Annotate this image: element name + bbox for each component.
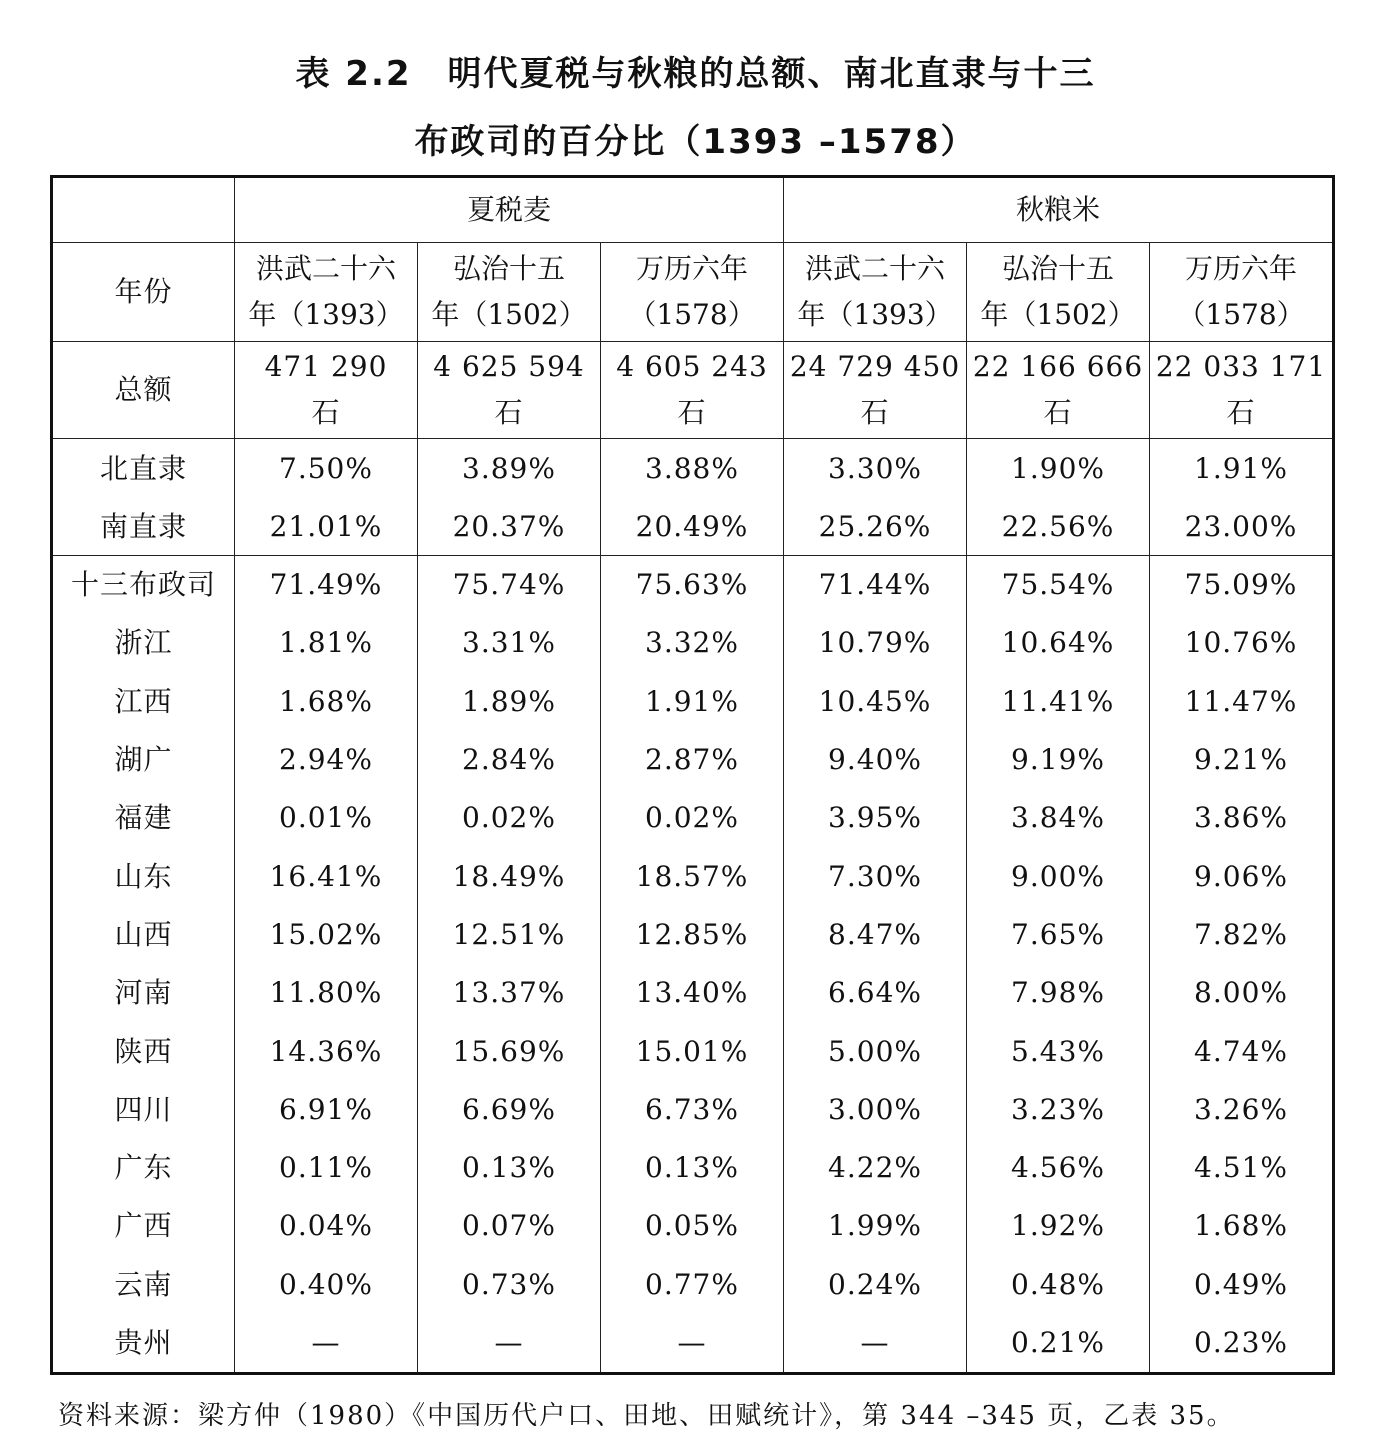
total-cell: 471 290 石 bbox=[235, 342, 418, 439]
value-cell: 3.88% bbox=[601, 439, 784, 500]
table-row bbox=[52, 1197, 1334, 1255]
value-cell: 4.56% bbox=[967, 1139, 1150, 1197]
table-row bbox=[52, 964, 1334, 1022]
value-cell: 71.49% bbox=[235, 556, 418, 615]
value-cell: 0.23% bbox=[1150, 1314, 1334, 1374]
value-cell: 3.95% bbox=[784, 789, 967, 847]
table-row bbox=[52, 1022, 1334, 1080]
table-row bbox=[52, 731, 1334, 789]
value-cell: 7.50% bbox=[235, 439, 418, 500]
summer-tax-header: 夏税麦 bbox=[235, 177, 784, 243]
value-cell: 6.91% bbox=[235, 1081, 418, 1139]
year-cell: 万历六年 （1578） bbox=[1150, 243, 1334, 342]
value-cell: 0.04% bbox=[235, 1197, 418, 1255]
value-cell: 15.69% bbox=[418, 1022, 601, 1080]
row-label: 浙江 bbox=[52, 614, 235, 672]
value-cell: 0.73% bbox=[418, 1256, 601, 1314]
row-label: 山东 bbox=[52, 847, 235, 905]
value-cell: 25.26% bbox=[784, 499, 967, 556]
value-cell: 9.00% bbox=[967, 847, 1150, 905]
row-label: 十三布政司 bbox=[52, 556, 235, 615]
value-cell: 3.86% bbox=[1150, 789, 1334, 847]
value-cell: 14.36% bbox=[235, 1022, 418, 1080]
value-cell: 3.89% bbox=[418, 439, 601, 500]
table-row bbox=[52, 673, 1334, 731]
table-row bbox=[52, 614, 1334, 672]
row-label: 湖广 bbox=[52, 731, 235, 789]
value-cell: 6.69% bbox=[418, 1081, 601, 1139]
value-cell: 3.31% bbox=[418, 614, 601, 672]
row-label: 陕西 bbox=[52, 1022, 235, 1080]
table-row bbox=[52, 847, 1334, 905]
total-cell: 4 605 243 石 bbox=[601, 342, 784, 439]
value-cell: 0.01% bbox=[235, 789, 418, 847]
table-title-line-1: 表 2.2 明代夏税与秋粮的总额、南北直隶与十三 bbox=[295, 54, 1096, 94]
value-cell: 6.73% bbox=[601, 1081, 784, 1139]
value-cell: 0.40% bbox=[235, 1256, 418, 1314]
value-cell: 21.01% bbox=[235, 499, 418, 556]
header-row-categories bbox=[52, 177, 1334, 243]
value-cell: 0.02% bbox=[601, 789, 784, 847]
value-cell: 0.48% bbox=[967, 1256, 1150, 1314]
row-label: 贵州 bbox=[52, 1314, 235, 1374]
value-cell: 4.74% bbox=[1150, 1022, 1334, 1080]
total-cell: 4 625 594 石 bbox=[418, 342, 601, 439]
row-label: 南直隶 bbox=[52, 499, 235, 556]
value-cell: 3.84% bbox=[967, 789, 1150, 847]
value-cell: 18.57% bbox=[601, 847, 784, 905]
source-note: 资料来源：梁方仲（1980）《中国历代户口、田地、田赋统计》，第 344 –345 页，乙表 35。 bbox=[58, 1401, 1235, 1431]
value-cell: 7.82% bbox=[1150, 906, 1334, 964]
value-cell: 75.09% bbox=[1150, 556, 1334, 615]
value-cell: 11.80% bbox=[235, 964, 418, 1022]
value-cell: 11.47% bbox=[1150, 673, 1334, 731]
row-label: 山西 bbox=[52, 906, 235, 964]
value-cell: 0.02% bbox=[418, 789, 601, 847]
value-cell: 9.40% bbox=[784, 731, 967, 789]
total-cell: 22 166 666 石 bbox=[967, 342, 1150, 439]
value-cell: 12.85% bbox=[601, 906, 784, 964]
autumn-grain-header: 秋粮米 bbox=[784, 177, 1334, 243]
total-cell: 22 033 171 石 bbox=[1150, 342, 1334, 439]
row-label: 北直隶 bbox=[52, 439, 235, 500]
value-cell: 22.56% bbox=[967, 499, 1150, 556]
value-cell: 10.64% bbox=[967, 614, 1150, 672]
value-cell: 0.21% bbox=[967, 1314, 1150, 1374]
value-cell: 4.22% bbox=[784, 1139, 967, 1197]
table-row bbox=[52, 789, 1334, 847]
value-cell: 15.01% bbox=[601, 1022, 784, 1080]
total-cell: 24 729 450 石 bbox=[784, 342, 967, 439]
tax-table bbox=[50, 175, 1335, 1375]
table-row bbox=[52, 499, 1334, 556]
table-row bbox=[52, 906, 1334, 964]
value-cell: 13.37% bbox=[418, 964, 601, 1022]
year-cell: 弘治十五 年（1502） bbox=[418, 243, 601, 342]
value-cell: 10.45% bbox=[784, 673, 967, 731]
value-cell: 7.30% bbox=[784, 847, 967, 905]
value-cell: 3.00% bbox=[784, 1081, 967, 1139]
year-cell: 弘治十五 年（1502） bbox=[967, 243, 1150, 342]
value-cell: 20.49% bbox=[601, 499, 784, 556]
value-cell: 15.02% bbox=[235, 906, 418, 964]
value-cell: — bbox=[784, 1314, 967, 1374]
value-cell: — bbox=[601, 1314, 784, 1374]
year-cell: 洪武二十六 年（1393） bbox=[235, 243, 418, 342]
value-cell: 0.77% bbox=[601, 1256, 784, 1314]
row-label: 四川 bbox=[52, 1081, 235, 1139]
value-cell: 10.76% bbox=[1150, 614, 1334, 672]
row-label: 江西 bbox=[52, 673, 235, 731]
value-cell: 4.51% bbox=[1150, 1139, 1334, 1197]
value-cell: 13.40% bbox=[601, 964, 784, 1022]
value-cell: 5.00% bbox=[784, 1022, 967, 1080]
value-cell: 1.90% bbox=[967, 439, 1150, 500]
value-cell: 18.49% bbox=[418, 847, 601, 905]
value-cell: 2.94% bbox=[235, 731, 418, 789]
corner-cell bbox=[52, 177, 235, 243]
year-label: 年份 bbox=[52, 243, 235, 342]
table-row bbox=[52, 1256, 1334, 1314]
row-label: 广东 bbox=[52, 1139, 235, 1197]
value-cell: 2.87% bbox=[601, 731, 784, 789]
table-row bbox=[52, 1081, 1334, 1139]
table-title-line-2: 布政司的百分比（1393 –1578） bbox=[414, 122, 977, 162]
total-row bbox=[52, 342, 1334, 439]
header-row-years bbox=[52, 243, 1334, 342]
value-cell: 3.23% bbox=[967, 1081, 1150, 1139]
value-cell: 8.00% bbox=[1150, 964, 1334, 1022]
value-cell: 2.84% bbox=[418, 731, 601, 789]
value-cell: 10.79% bbox=[784, 614, 967, 672]
value-cell: 3.30% bbox=[784, 439, 967, 500]
table-row bbox=[52, 1314, 1334, 1374]
value-cell: 75.54% bbox=[967, 556, 1150, 615]
value-cell: 75.63% bbox=[601, 556, 784, 615]
table-row bbox=[52, 1139, 1334, 1197]
value-cell: 1.68% bbox=[235, 673, 418, 731]
value-cell: 0.07% bbox=[418, 1197, 601, 1255]
value-cell: 0.24% bbox=[784, 1256, 967, 1314]
row-label: 云南 bbox=[52, 1256, 235, 1314]
value-cell: 1.99% bbox=[784, 1197, 967, 1255]
table-row bbox=[52, 439, 1334, 500]
value-cell: 9.06% bbox=[1150, 847, 1334, 905]
value-cell: 1.68% bbox=[1150, 1197, 1334, 1255]
value-cell: 1.91% bbox=[1150, 439, 1334, 500]
value-cell: 71.44% bbox=[784, 556, 967, 615]
total-label: 总额 bbox=[52, 342, 235, 439]
value-cell: 1.91% bbox=[601, 673, 784, 731]
value-cell: 7.98% bbox=[967, 964, 1150, 1022]
value-cell: 23.00% bbox=[1150, 499, 1334, 556]
value-cell: 3.26% bbox=[1150, 1081, 1334, 1139]
value-cell: 5.43% bbox=[967, 1022, 1150, 1080]
year-cell: 洪武二十六 年（1393） bbox=[784, 243, 967, 342]
value-cell: — bbox=[418, 1314, 601, 1374]
value-cell: 0.11% bbox=[235, 1139, 418, 1197]
value-cell: 12.51% bbox=[418, 906, 601, 964]
value-cell: 0.05% bbox=[601, 1197, 784, 1255]
value-cell: 1.89% bbox=[418, 673, 601, 731]
year-cell: 万历六年 （1578） bbox=[601, 243, 784, 342]
row-label: 河南 bbox=[52, 964, 235, 1022]
value-cell: 7.65% bbox=[967, 906, 1150, 964]
table-row bbox=[52, 556, 1334, 615]
value-cell: 9.19% bbox=[967, 731, 1150, 789]
row-label: 广西 bbox=[52, 1197, 235, 1255]
value-cell: 0.49% bbox=[1150, 1256, 1334, 1314]
value-cell: 1.81% bbox=[235, 614, 418, 672]
value-cell: 8.47% bbox=[784, 906, 967, 964]
value-cell: 1.92% bbox=[967, 1197, 1150, 1255]
row-label: 福建 bbox=[52, 789, 235, 847]
value-cell: — bbox=[235, 1314, 418, 1374]
value-cell: 0.13% bbox=[418, 1139, 601, 1197]
value-cell: 6.64% bbox=[784, 964, 967, 1022]
value-cell: 9.21% bbox=[1150, 731, 1334, 789]
value-cell: 75.74% bbox=[418, 556, 601, 615]
value-cell: 3.32% bbox=[601, 614, 784, 672]
value-cell: 11.41% bbox=[967, 673, 1150, 731]
value-cell: 0.13% bbox=[601, 1139, 784, 1197]
value-cell: 20.37% bbox=[418, 499, 601, 556]
value-cell: 16.41% bbox=[235, 847, 418, 905]
